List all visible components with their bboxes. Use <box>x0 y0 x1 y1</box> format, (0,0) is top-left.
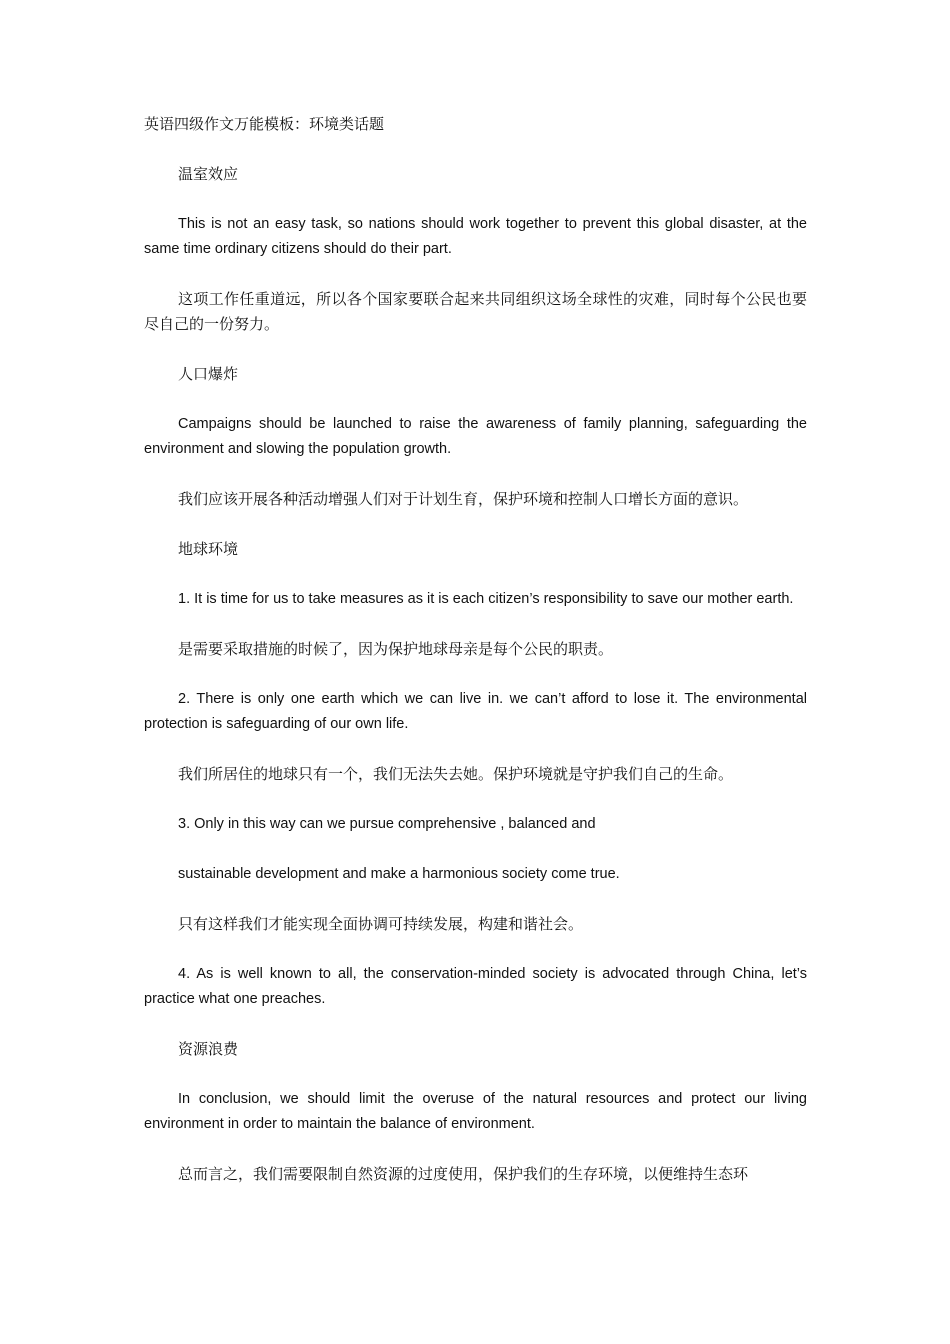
section-heading-population: 人口爆炸 <box>178 365 239 383</box>
english-paragraph: This is not an easy task, so nations should work together to prevent this global disaster, at the same time ordinary citizens should do their part. <box>144 216 807 257</box>
english-paragraph: In conclusion, we should limit the overuse of the natural resources and protect our living environment in order to maintain the balance of environment. <box>144 1091 807 1132</box>
english-paragraph: 1. It is time for us to take measures as it is each citizen’s responsibility to save our mother earth. <box>178 591 794 607</box>
section-heading-resources: 资源浪费 <box>178 1040 239 1058</box>
document-title: 英语四级作文万能模板：环境类话题 <box>144 115 385 133</box>
english-paragraph: 4. As is well known to all, the conservation-minded society is advocated through China, let’s practice what one preaches. <box>144 966 807 1007</box>
section-heading-greenhouse: 温室效应 <box>178 165 239 183</box>
english-paragraph: sustainable development and make a harmonious society come true. <box>178 866 620 882</box>
english-paragraph: Campaigns should be launched to raise the awareness of family planning, safeguarding the environment and slowing the population growth. <box>144 416 807 457</box>
english-paragraph: 3. Only in this way can we pursue comprehensive , balanced and <box>178 816 596 832</box>
chinese-paragraph: 我们应该开展各种活动增强人们对于计划生育，保护环境和控制人口增长方面的意识。 <box>178 490 749 508</box>
english-paragraph: 2. There is only one earth which we can live in. we can’t afford to lose it. The environmental protection is safeguarding of our own life. <box>144 691 807 732</box>
chinese-paragraph: 总而言之，我们需要限制自然资源的过度使用，保护我们的生存环境，以便维持生态环 <box>178 1165 749 1183</box>
chinese-paragraph: 是需要采取措施的时候了，因为保护地球母亲是每个公民的职责。 <box>178 640 614 658</box>
section-heading-earth: 地球环境 <box>178 540 239 558</box>
chinese-paragraph: 只有这样我们才能实现全面协调可持续发展，构建和谐社会。 <box>178 915 584 933</box>
chinese-paragraph: 我们所居住的地球只有一个，我们无法失去她。保护环境就是守护我们自己的生命。 <box>178 765 734 783</box>
chinese-paragraph: 这项工作任重道远，所以各个国家要联合起来共同组织这场全球性的灾难，同时每个公民也要尽自己的一份努力。 <box>144 290 807 333</box>
document-body <box>144 112 807 1212</box>
